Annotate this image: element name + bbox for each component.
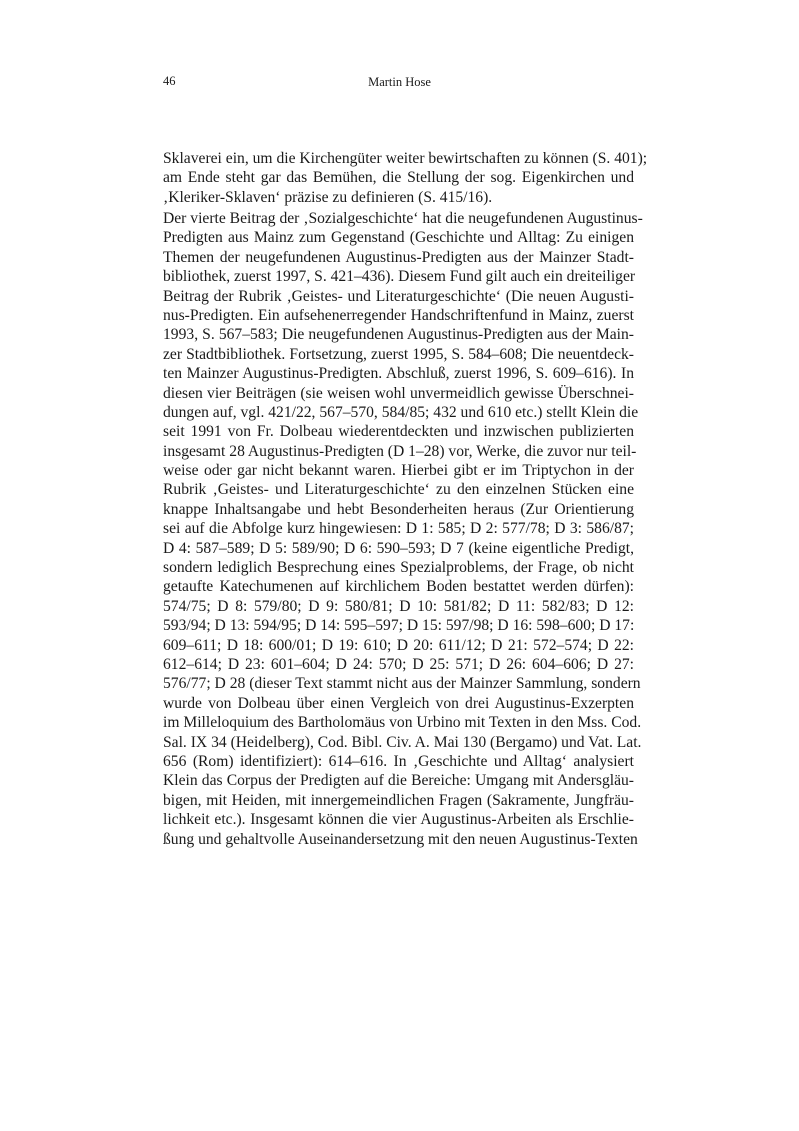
- text-line: sondern lediglich Besprechung eines Spezialproblems, der Frage, ob nicht: [163, 559, 634, 577]
- text-line: knappe Inhaltsangabe und hebt Besonderheiten heraus (Zur Orientierung: [163, 500, 634, 518]
- text-line: im Milleloquium des Bartholomäus von Urbino mit Texten in den Mss. Cod.: [163, 714, 642, 732]
- paragraph-1: [163, 149, 648, 207]
- text-line: D 4: 587–589; D 5: 589/90; D 6: 590–593; D 7 (keine eigentliche Predigt,: [163, 539, 634, 557]
- text-line: 574/75; D 8: 579/80; D 9: 580/81; D 10: 581/82; D 11: 582/83; D 12:: [163, 597, 634, 615]
- text-line: Der vierte Beitrag der ‚Sozialgeschichte‘ hat die neugefundenen Augustinus-: [163, 210, 643, 227]
- text-line: Predigten aus Mainz zum Gegenstand (Geschichte und Alltag: Zu einigen: [163, 229, 634, 247]
- text-line: 612–614; D 23: 601–604; D 24: 570; D 25: 571; D 26: 604–606; D 27:: [163, 655, 634, 673]
- text-line: 656 (Rom) identifiziert): 614–616. In ‚Geschichte und Alltag‘ analysiert: [163, 752, 634, 770]
- text-line: ten Mainzer Augustinus-Predigten. Abschluß, zuerst 1996, S. 609–616). In: [163, 365, 634, 383]
- text-line: Rubrik ‚Geistes- und Literaturgeschichte‘ zu den einzelnen Stücken eine: [163, 481, 634, 499]
- text-line: Sal. IX 34 (Heidelberg), Cod. Bibl. Civ. A. Mai 130 (Bergamo) und Vat. Lat.: [163, 733, 642, 751]
- text-line: sei auf die Abfolge kurz hingewiesen: D 1: 585; D 2: 577/78; D 3: 586/87;: [163, 520, 634, 538]
- text-line: Sklaverei ein, um die Kirchengüter weiter bewirtschaften zu können (S. 401);: [163, 150, 648, 167]
- text-line: bibliothek, zuerst 1997, S. 421–436). Diesem Fund gilt auch ein dreiteiliger: [163, 268, 636, 286]
- text-line: insgesamt 28 Augustinus-Predigten (D 1–28) vor, Werke, die zuvor nur teil-: [163, 442, 637, 460]
- text-line: nus-Predigten. Ein aufsehenerregender Handschriftenfund in Mainz, zuerst: [163, 306, 634, 324]
- text-line: 1993, S. 567–583; Die neugefundenen Augustinus-Predigten aus der Main-: [163, 326, 634, 344]
- text-line: dungen auf, vgl. 421/22, 567–570, 584/85; 432 und 610 etc.) stellt Klein die: [163, 403, 639, 421]
- text-line: 593/94; D 13: 594/95; D 14: 595–597; D 15: 597/98; D 16: 598–600; D 17:: [163, 617, 635, 635]
- page-number: 46: [163, 74, 176, 88]
- text-line: Klein das Corpus der Predigten auf die Bereiche: Umgang mit Andersgläu-: [163, 772, 634, 790]
- text-line: zer Stadtbibliothek. Fortsetzung, zuerst 1995, S. 584–608; Die neuentdeck-: [163, 345, 634, 363]
- text-line: seit 1991 von Fr. Dolbeau wiederentdeckten und inzwischen publizierten: [163, 423, 634, 441]
- text-line: Beitrag der Rubrik ‚Geistes- und Literaturgeschichte‘ (Die neuen Augusti-: [163, 287, 634, 305]
- text-line: 576/77; D 28 (dieser Text stammt nicht aus der Mainzer Sammlung, sondern: [163, 675, 641, 693]
- text-line: 609–611; D 18: 600/01; D 19: 610; D 20: 611/12; D 21: 572–574; D 22:: [163, 636, 634, 654]
- running-head: Martin Hose: [368, 75, 431, 89]
- text-line: wurde von Dolbeau über einen Vergleich von drei Augustinus-Exzerpten: [163, 694, 634, 712]
- text-line: weise oder gar nicht bekannt waren. Hierbei gibt er im Triptychon in der: [163, 462, 634, 480]
- text-line: lichkeit etc.). Insgesamt können die vier Augustinus-Arbeiten als Erschlie-: [163, 811, 634, 829]
- text-line: diesen vier Beiträgen (sie weisen wohl unvermeidlich gewisse Überschnei-: [163, 384, 634, 402]
- text-line: Themen der neugefundenen Augustinus-Predigten aus der Mainzer Stadt-: [163, 248, 634, 266]
- text-line: am Ende steht gar das Bemühen, die Stellung der sog. Eigenkirchen und: [163, 169, 634, 187]
- text-line: ‚Kleriker-Sklaven‘ präzise zu definieren (S. 415/16).: [163, 188, 493, 206]
- paragraph-2: [163, 209, 643, 849]
- text-line: bigen, mit Heiden, mit innergemeindlichen Fragen (Sakramente, Jungfräu-: [163, 791, 634, 809]
- text-line: getaufte Katechumenen auf kirchlichem Boden bestattet werden dürfen):: [163, 578, 634, 596]
- text-line: ßung und gehaltvolle Auseinandersetzung mit den neuen Augustinus-Texten: [163, 830, 638, 848]
